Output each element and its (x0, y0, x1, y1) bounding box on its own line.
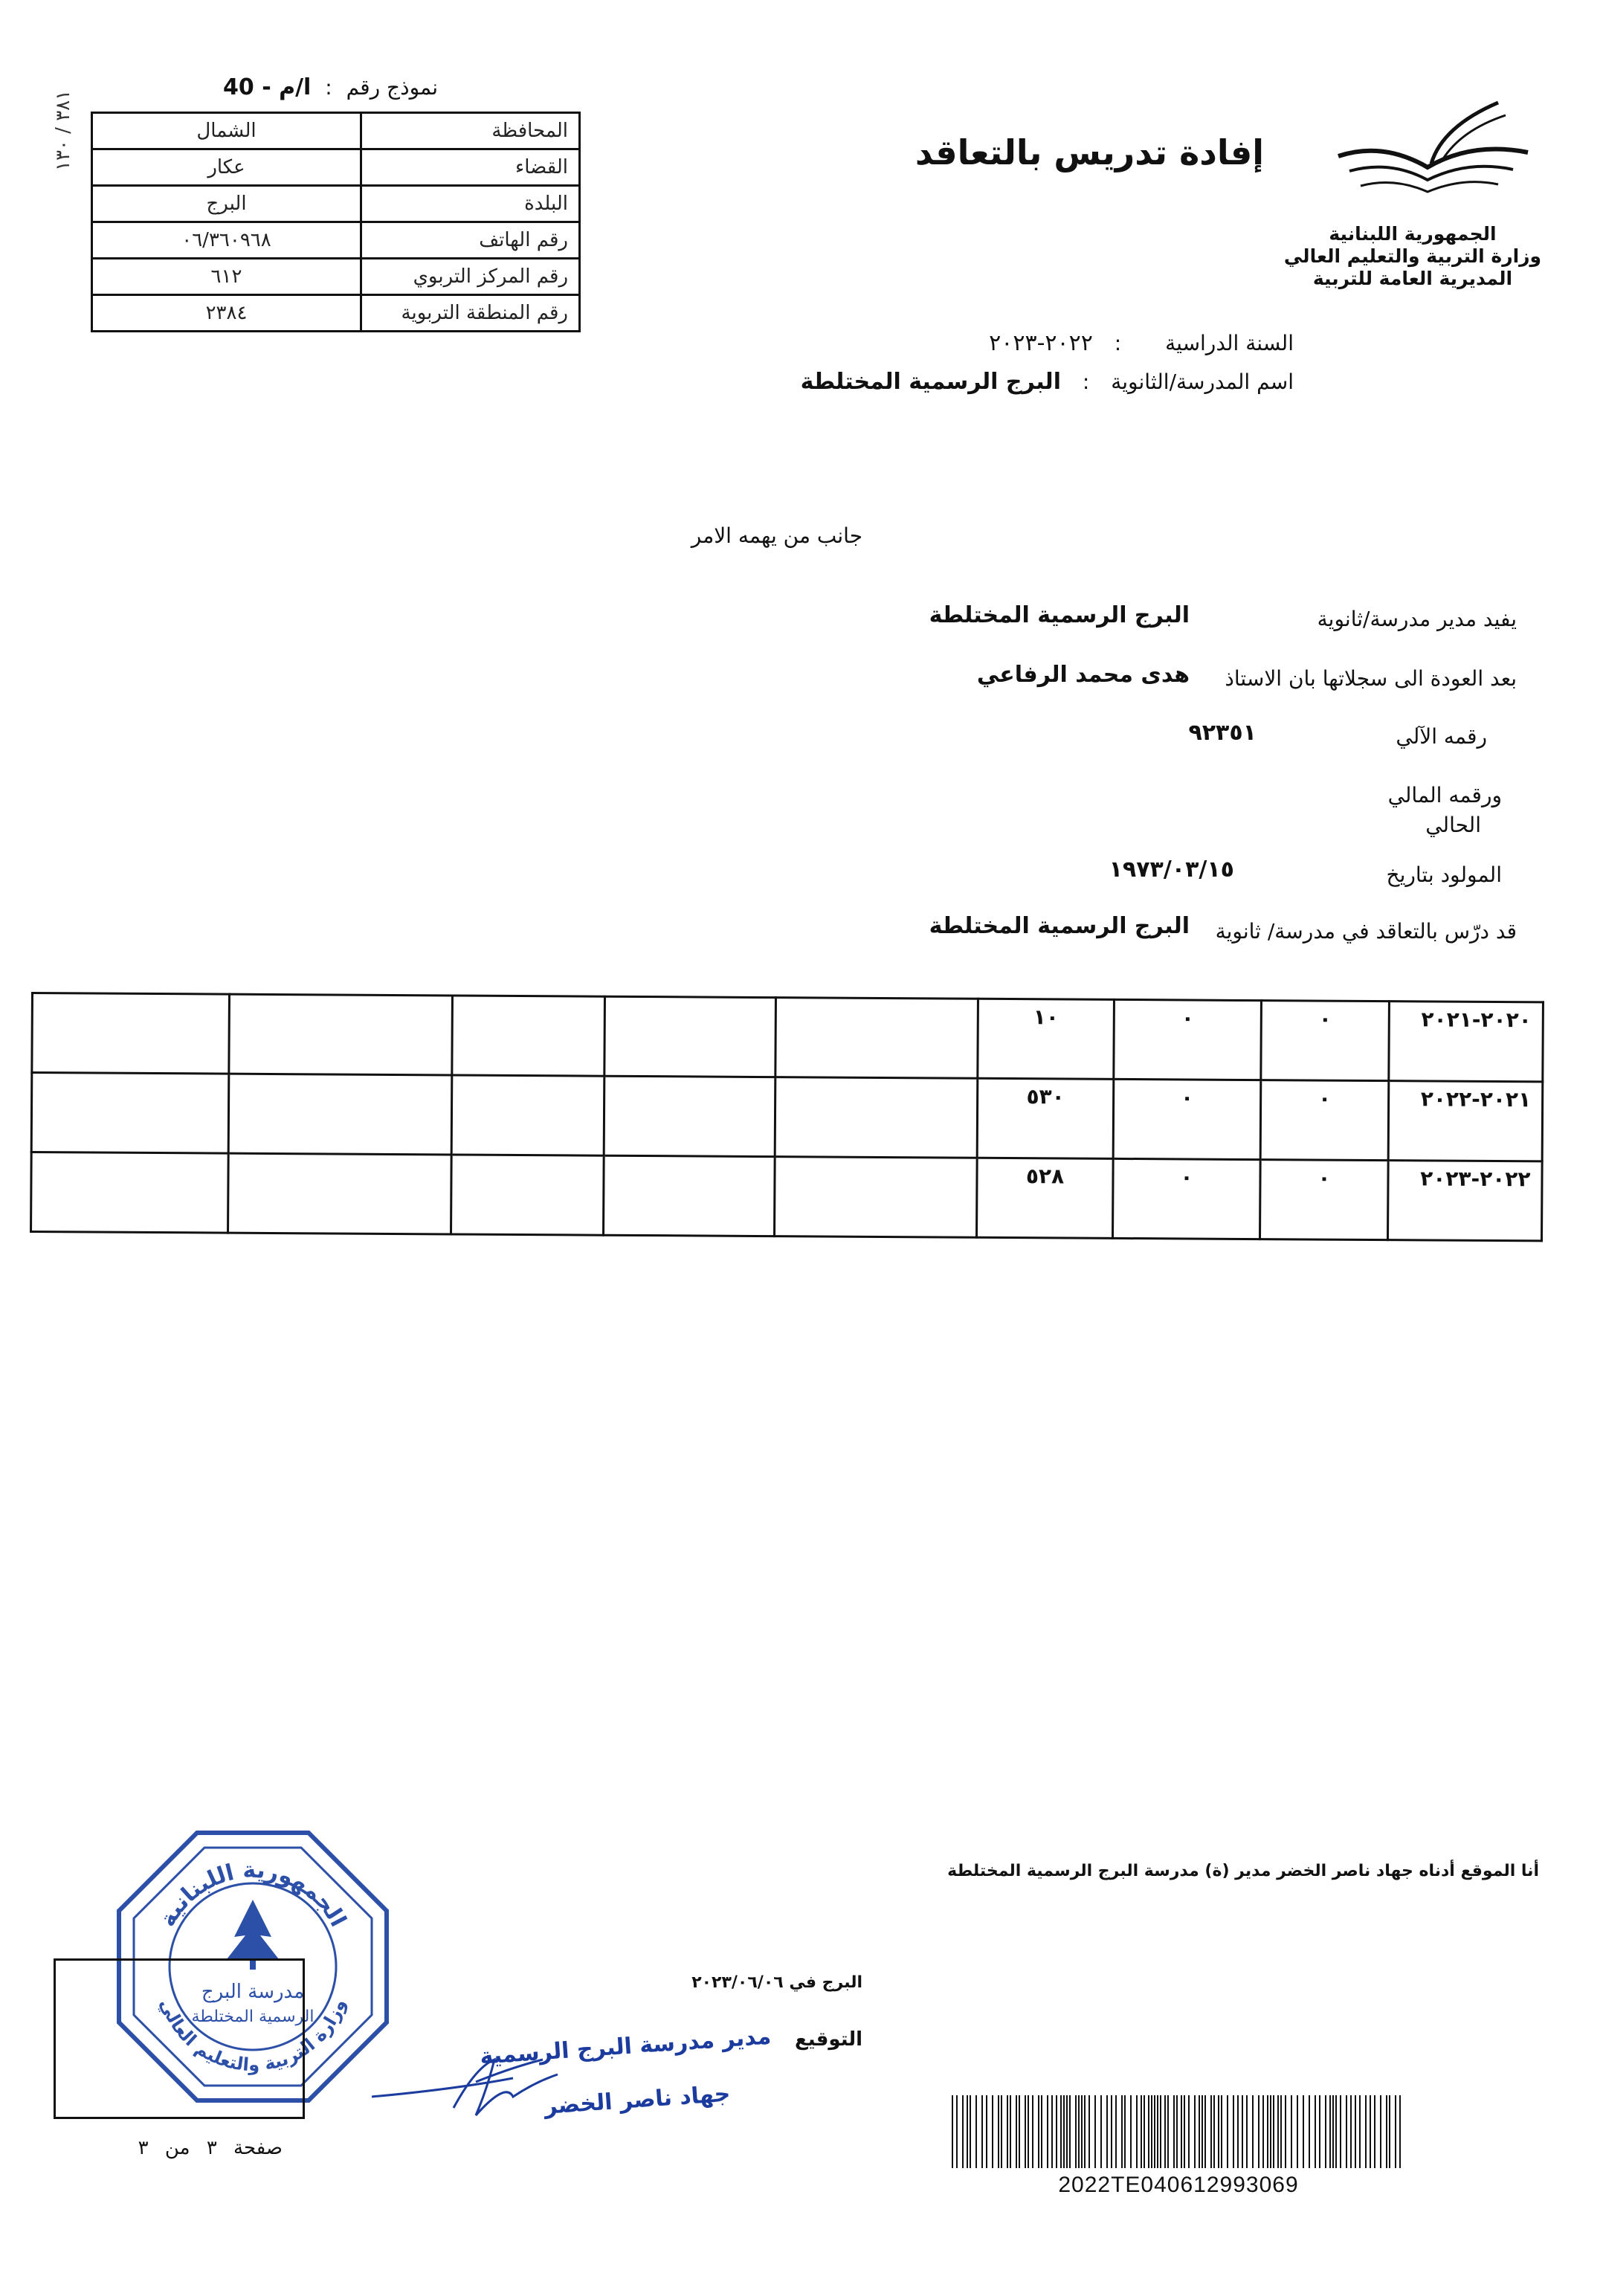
barcode-bar (1399, 2095, 1401, 2168)
barcode-bar (1188, 2095, 1190, 2168)
barcode-bar (1164, 2095, 1166, 2168)
barcode-bar (981, 2095, 983, 2168)
place-date: البرج في ٢٠٢٣/٠٦/٠٦ (691, 1973, 862, 1992)
barcode-bar (1124, 2095, 1126, 2168)
barcode-bar (1303, 2095, 1304, 2168)
signature-stamp-line1: مدير مدرسة البرج الرسمية (479, 2023, 773, 2070)
stamp-box (54, 1958, 305, 2119)
table-cell (31, 1152, 229, 1234)
barcode-bar (1262, 2095, 1264, 2168)
table-cell (228, 1074, 452, 1155)
salutation: جانب من يهمه الامر (691, 523, 862, 548)
barcode-bar (1389, 2095, 1390, 2168)
form-code: نموذج رقم : ا/م - 40 (223, 74, 439, 100)
barcode-bar (1340, 2095, 1341, 2168)
table-cell (775, 998, 978, 1079)
barcode-bar (1350, 2095, 1352, 2168)
barcode-bar (1007, 2095, 1008, 2168)
table-row (32, 993, 1544, 1082)
table-cell (775, 1077, 978, 1158)
info-label: القضاء (361, 149, 580, 186)
barcode-bar (1325, 2095, 1326, 2168)
barcode-bar (1335, 2095, 1337, 2168)
table-cell: ٠ (1261, 1001, 1390, 1081)
body-line6-label: قد درّس بالتعاقد في مدرسة/ ثانوية (1215, 919, 1517, 944)
info-row (92, 149, 580, 186)
body-line2-label: بعد العودة الى سجلاتها بان الاستاذ (1225, 666, 1517, 691)
table-cell: ٠ (1113, 1079, 1261, 1159)
info-value: ٠٦/٣٦٠٩٦٨ (92, 222, 361, 259)
table-cell (604, 996, 776, 1077)
school-name-value: البرج الرسمية المختلطة (800, 369, 1061, 395)
barcode-bar (1019, 2095, 1020, 2168)
barcode-bar (1144, 2095, 1145, 2168)
info-value: البرج (92, 186, 361, 222)
barcode-bar (952, 2095, 953, 2168)
barcode-bar (992, 2095, 993, 2168)
info-value: عكار (92, 149, 361, 186)
table-cell: ٥٢٨ (977, 1158, 1114, 1238)
barcode-bar (1088, 2095, 1090, 2168)
barcode-bar (1386, 2095, 1387, 2168)
table-cell (604, 1155, 775, 1236)
signature-label: التوقيع (795, 2028, 862, 2051)
declaration: أنا الموقع أدناه جهاد ناصر الخضر مدير (ة) مدرسة البرج الرسمية المختلطة (947, 1862, 1539, 1880)
table-row (31, 1152, 1543, 1241)
barcode-bar (1258, 2095, 1260, 2168)
table-cell (32, 993, 230, 1074)
table-cell: ٠ (1260, 1160, 1388, 1240)
barcode-bar (1204, 2095, 1206, 2168)
barcode-bar (1380, 2095, 1381, 2168)
barcode-bar (1395, 2095, 1396, 2168)
table-cell (451, 1075, 604, 1155)
barcode-bar (1154, 2095, 1155, 2168)
barcode-bar (1346, 2095, 1347, 2168)
info-row (92, 113, 580, 149)
barcode-bar (1136, 2095, 1138, 2168)
barcode-bar (998, 2095, 999, 2168)
barcode-bar (1001, 2095, 1002, 2168)
body-line5-label: المولود بتاريخ (1386, 862, 1502, 887)
barcode-bar (1233, 2095, 1234, 2168)
table-cell-year: ٢٠٢٠-٢٠٢١ (1389, 1002, 1544, 1082)
barcode-bar (1084, 2095, 1086, 2168)
seal-center-line2: الرسمية المختلطة (191, 2008, 315, 2026)
seal-ring-bottom: وزارة التربية والتعليم العالي (155, 1996, 350, 2076)
school-year-label: السنة الدراسية (1165, 331, 1294, 355)
body-line1-label: يفيد مدير مدرسة/ثانوية (1317, 607, 1517, 631)
ministry-line-2: وزارة التربية والتعليم العالي (1283, 245, 1542, 267)
body-line5-value: ١٩٧٣/٠٣/١٥ (1109, 857, 1234, 883)
table-cell (604, 1076, 775, 1156)
barcode-bar (1270, 2095, 1271, 2168)
signature-stamp-line2: جهاد ناصر الخضر (544, 2080, 732, 2120)
barcode-bar (1041, 2095, 1042, 2168)
barcode-bar (1173, 2095, 1175, 2168)
barcode-bar (1081, 2095, 1083, 2168)
table-cell: ٥٣٠ (977, 1078, 1114, 1158)
barcode-bar (1199, 2095, 1200, 2168)
barcode-bar (1297, 2095, 1298, 2168)
barcode-bar (1280, 2095, 1282, 2168)
info-value: ٢٣٨٤ (92, 295, 361, 332)
barcode-bar (1121, 2095, 1123, 2168)
barcode-bar (1252, 2095, 1254, 2168)
barcode-bar (1221, 2095, 1222, 2168)
barcode-bar (1194, 2095, 1196, 2168)
barcode-bar (1025, 2095, 1026, 2168)
table-cell (451, 1155, 604, 1235)
barcode-bar (967, 2095, 968, 2168)
barcode-bar (1094, 2095, 1096, 2168)
table-cell: ١٠ (978, 999, 1115, 1079)
table-cell (229, 994, 453, 1075)
barcode-bar (1106, 2095, 1108, 2168)
barcode-bar (1246, 2095, 1248, 2168)
barcode-bar (1184, 2095, 1185, 2168)
table-cell (775, 1157, 978, 1238)
barcode-bar (1218, 2095, 1219, 2168)
body-line2-value: هدى محمد الرفاعي (976, 662, 1190, 688)
barcode-bar (1038, 2095, 1039, 2168)
info-label: المحافظة (361, 113, 580, 149)
barcode-bar (1167, 2095, 1169, 2168)
barcode-bar (1210, 2095, 1212, 2168)
barcode-bar (1242, 2095, 1243, 2168)
ministry-line-1: الجمهورية اللبنانية (1329, 223, 1497, 245)
barcode-bar (1329, 2095, 1331, 2168)
barcode-bar (1332, 2095, 1334, 2168)
barcode-bar (1176, 2095, 1178, 2168)
barcode-bar (1047, 2095, 1048, 2168)
info-row (92, 259, 580, 295)
info-row (92, 222, 580, 259)
barcode-bar (1141, 2095, 1142, 2168)
barcode-bar (1060, 2095, 1062, 2168)
info-label: رقم الهاتف (361, 222, 580, 259)
barcode-bar (1130, 2095, 1132, 2168)
barcode-bar (1016, 2095, 1017, 2168)
barcode-bar (1273, 2095, 1274, 2168)
info-label: البلدة (361, 186, 580, 222)
barcode-bar (1056, 2095, 1057, 2168)
info-label: رقم المركز التربوي (361, 259, 580, 295)
ministry-logo (1331, 97, 1539, 216)
barcode-bar (1075, 2095, 1077, 2168)
barcode-bar (1157, 2095, 1158, 2168)
table-row (31, 1073, 1543, 1161)
barcode-number: 2022TE040612993069 (1058, 2173, 1299, 2197)
barcode-bar (1066, 2095, 1068, 2168)
body-line4-label: ورقمه المالي الحالي (1387, 783, 1502, 837)
barcode (952, 2095, 1405, 2168)
barcode-bar (1355, 2095, 1356, 2168)
barcode-bar (1374, 2095, 1375, 2168)
barcode-bar (1100, 2095, 1102, 2168)
barcode-bar (1277, 2095, 1279, 2168)
barcode-bar (1285, 2095, 1286, 2168)
barcode-bar (1237, 2095, 1239, 2168)
barcode-bar (1181, 2095, 1182, 2168)
barcode-bar (1267, 2095, 1268, 2168)
barcode-bar (1359, 2095, 1361, 2168)
barcode-bar (1032, 2095, 1033, 2168)
barcode-bar (986, 2095, 987, 2168)
school-name-row: اسم المدرسة/الثانوية : البرج الرسمية المختلطة (800, 369, 1294, 395)
barcode-bar (970, 2095, 971, 2168)
table-cell (452, 996, 605, 1076)
table-cell (31, 1073, 229, 1154)
info-box (91, 112, 581, 332)
barcode-bar (975, 2095, 977, 2168)
body-line3-value: ٩٢٣٥١ (1188, 720, 1257, 746)
barcode-bar (1063, 2095, 1065, 2168)
info-row (92, 186, 580, 222)
school-year-value: ٢٠٢٢-٢٠٢٣ (989, 330, 1093, 356)
barcode-bar (1078, 2095, 1080, 2168)
body-line3-label: رقمه الآلي (1396, 724, 1487, 749)
info-value: الشمال (92, 113, 361, 149)
info-value: ٦١٢ (92, 259, 361, 295)
body-line1-value: البرج الرسمية المختلطة (929, 602, 1190, 628)
table-cell: ٠ (1260, 1080, 1389, 1161)
barcode-bar (1051, 2095, 1053, 2168)
barcode-bar (1202, 2095, 1203, 2168)
barcode-bar (1111, 2095, 1112, 2168)
barcode-bar (1115, 2095, 1117, 2168)
barcode-bar (1148, 2095, 1149, 2168)
seal-center-line1: مدرسة البرج (201, 1981, 305, 2003)
barcode-bar (1319, 2095, 1320, 2168)
form-code-value: ا/م - 40 (223, 74, 312, 100)
barcode-bar (1227, 2095, 1228, 2168)
info-row (92, 295, 580, 332)
info-label: رقم المنطقة التربوية (361, 295, 580, 332)
barcode-bar (1151, 2095, 1152, 2168)
school-name-label: اسم المدرسة/الثانوية (1111, 370, 1294, 394)
barcode-bar (1069, 2095, 1071, 2168)
table-cell-year: ٢٠٢١-٢٠٢٢ (1388, 1081, 1543, 1161)
school-year-row: السنة الدراسية : ٢٠٢٢-٢٠٢٣ (989, 330, 1294, 356)
barcode-bar (1010, 2095, 1011, 2168)
ministry-block (1279, 223, 1546, 290)
table-cell (228, 1153, 452, 1234)
teaching-table (30, 992, 1544, 1242)
barcode-bar (1213, 2095, 1215, 2168)
table-cell: ٠ (1114, 999, 1262, 1080)
margin-note: ٣٨١ / ١٣٠ (52, 89, 74, 171)
barcode-bar (1365, 2095, 1367, 2168)
barcode-bar (1315, 2095, 1316, 2168)
handwritten-signature (364, 2037, 587, 2126)
form-code-label: نموذج رقم (346, 75, 439, 100)
barcode-bar (1160, 2095, 1161, 2168)
page-number: صفحة ٣ من ٣ (138, 2137, 283, 2159)
ministry-line-3: المديرية العامة للتربية (1312, 268, 1513, 289)
table-cell: ٠ (1113, 1158, 1261, 1239)
barcode-bar (962, 2095, 964, 2168)
barcode-bar (1028, 2095, 1029, 2168)
barcode-bar (1309, 2095, 1310, 2168)
barcode-bar (1291, 2095, 1292, 2168)
body-line6-value: البرج الرسمية المختلطة (929, 913, 1190, 939)
document-title: إفادة تدريس بالتعاقد (915, 132, 1264, 172)
barcode-bar (956, 2095, 958, 2168)
barcode-bar (1370, 2095, 1371, 2168)
table-cell-year: ٢٠٢٢-٢٠٢٣ (1387, 1161, 1542, 1241)
seal-ring-top: الجمهورية اللبنانية (154, 1857, 352, 1932)
